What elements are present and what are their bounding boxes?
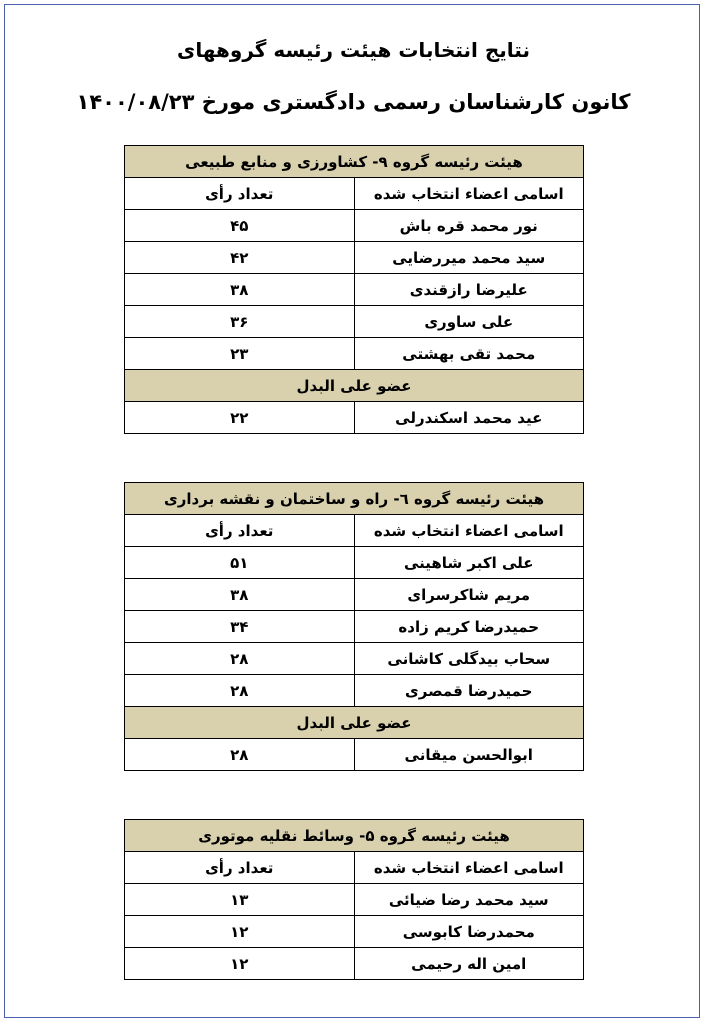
column-header-names: اسامی اعضاء انتخاب شده <box>354 178 584 210</box>
member-name: محمد تقی بهشتی <box>354 338 584 370</box>
member-name: حمیدرضا قمصری <box>354 675 584 707</box>
table-row <box>125 916 584 948</box>
alternate-label: عضو علی البدل <box>125 707 584 739</box>
alternate-votes: ۲۸ <box>125 739 355 771</box>
member-name: امین اله رحیمی <box>354 948 584 980</box>
table-title-row <box>125 820 584 852</box>
column-header-names: اسامی اعضاء انتخاب شده <box>354 515 584 547</box>
results-table-group-5 <box>124 819 584 980</box>
document-title: نتایج انتخابات هیئت رئیسه گروههای <box>177 38 530 62</box>
member-votes: ۳۶ <box>125 306 355 338</box>
column-header-row <box>125 515 584 547</box>
member-name: علی ساوری <box>354 306 584 338</box>
column-header-row <box>125 852 584 884</box>
table-row <box>125 242 584 274</box>
member-votes: ۵۱ <box>125 547 355 579</box>
table-title-row <box>125 483 584 515</box>
table-row <box>125 547 584 579</box>
table-row <box>125 948 584 980</box>
results-table-group-9 <box>124 145 584 434</box>
member-votes: ۱۲ <box>125 916 355 948</box>
member-votes: ۲۸ <box>125 675 355 707</box>
member-name: سحاب بیدگلی کاشانی <box>354 643 584 675</box>
table-row <box>125 210 584 242</box>
alternate-name: عید محمد اسکندرلی <box>354 402 584 434</box>
member-name: سید محمد میررضایی <box>354 242 584 274</box>
member-name: علی اکبر شاهینی <box>354 547 584 579</box>
member-votes: ۱۲ <box>125 948 355 980</box>
member-name: نور محمد قره باش <box>354 210 584 242</box>
table-row <box>125 675 584 707</box>
member-votes: ۲۳ <box>125 338 355 370</box>
results-table-group-6 <box>124 482 584 771</box>
member-votes: ۳۸ <box>125 274 355 306</box>
group-title: هیئت رئیسه گروه ٦- راه و ساختمان و نقشه برداری <box>125 483 584 515</box>
alternate-label: عضو علی البدل <box>125 370 584 402</box>
alternate-name: ابوالحسن میقانی <box>354 739 584 771</box>
column-header-names: اسامی اعضاء انتخاب شده <box>354 852 584 884</box>
table-row <box>125 274 584 306</box>
member-name: حمیدرضا کریم زاده <box>354 611 584 643</box>
member-votes: ۳۴ <box>125 611 355 643</box>
table-row <box>125 643 584 675</box>
table-row <box>125 306 584 338</box>
alternate-votes: ۲۲ <box>125 402 355 434</box>
group-title: هیئت رئیسه گروه ۹- کشاورزی و منابع طبیعی <box>125 146 584 178</box>
table-row <box>125 579 584 611</box>
group-title: هیئت رئیسه گروه ۵- وسائط نقلیه موتوری <box>125 820 584 852</box>
member-name: مریم شاکرسرای <box>354 579 584 611</box>
table-row <box>125 739 584 771</box>
column-header-votes: تعداد رأی <box>125 852 355 884</box>
table-title-row <box>125 146 584 178</box>
table-row <box>125 402 584 434</box>
member-name: سید محمد رضا ضیائی <box>354 884 584 916</box>
member-votes: ۱۳ <box>125 884 355 916</box>
column-header-votes: تعداد رأی <box>125 515 355 547</box>
table-row <box>125 884 584 916</box>
member-name: علیرضا رازقندی <box>354 274 584 306</box>
member-votes: ۴۲ <box>125 242 355 274</box>
table-row <box>125 338 584 370</box>
column-header-row <box>125 178 584 210</box>
alternate-header-row <box>125 707 584 739</box>
alternate-header-row <box>125 370 584 402</box>
member-votes: ۳۸ <box>125 579 355 611</box>
table-row <box>125 611 584 643</box>
member-votes: ۴۵ <box>125 210 355 242</box>
member-votes: ۲۸ <box>125 643 355 675</box>
column-header-votes: تعداد رأی <box>125 178 355 210</box>
member-name: محمدرضا کابوسی <box>354 916 584 948</box>
document-subtitle: کانون کارشناسان رسمی دادگستری مورخ ۱۴۰۰/۰۸/۲۳ <box>76 90 631 114</box>
